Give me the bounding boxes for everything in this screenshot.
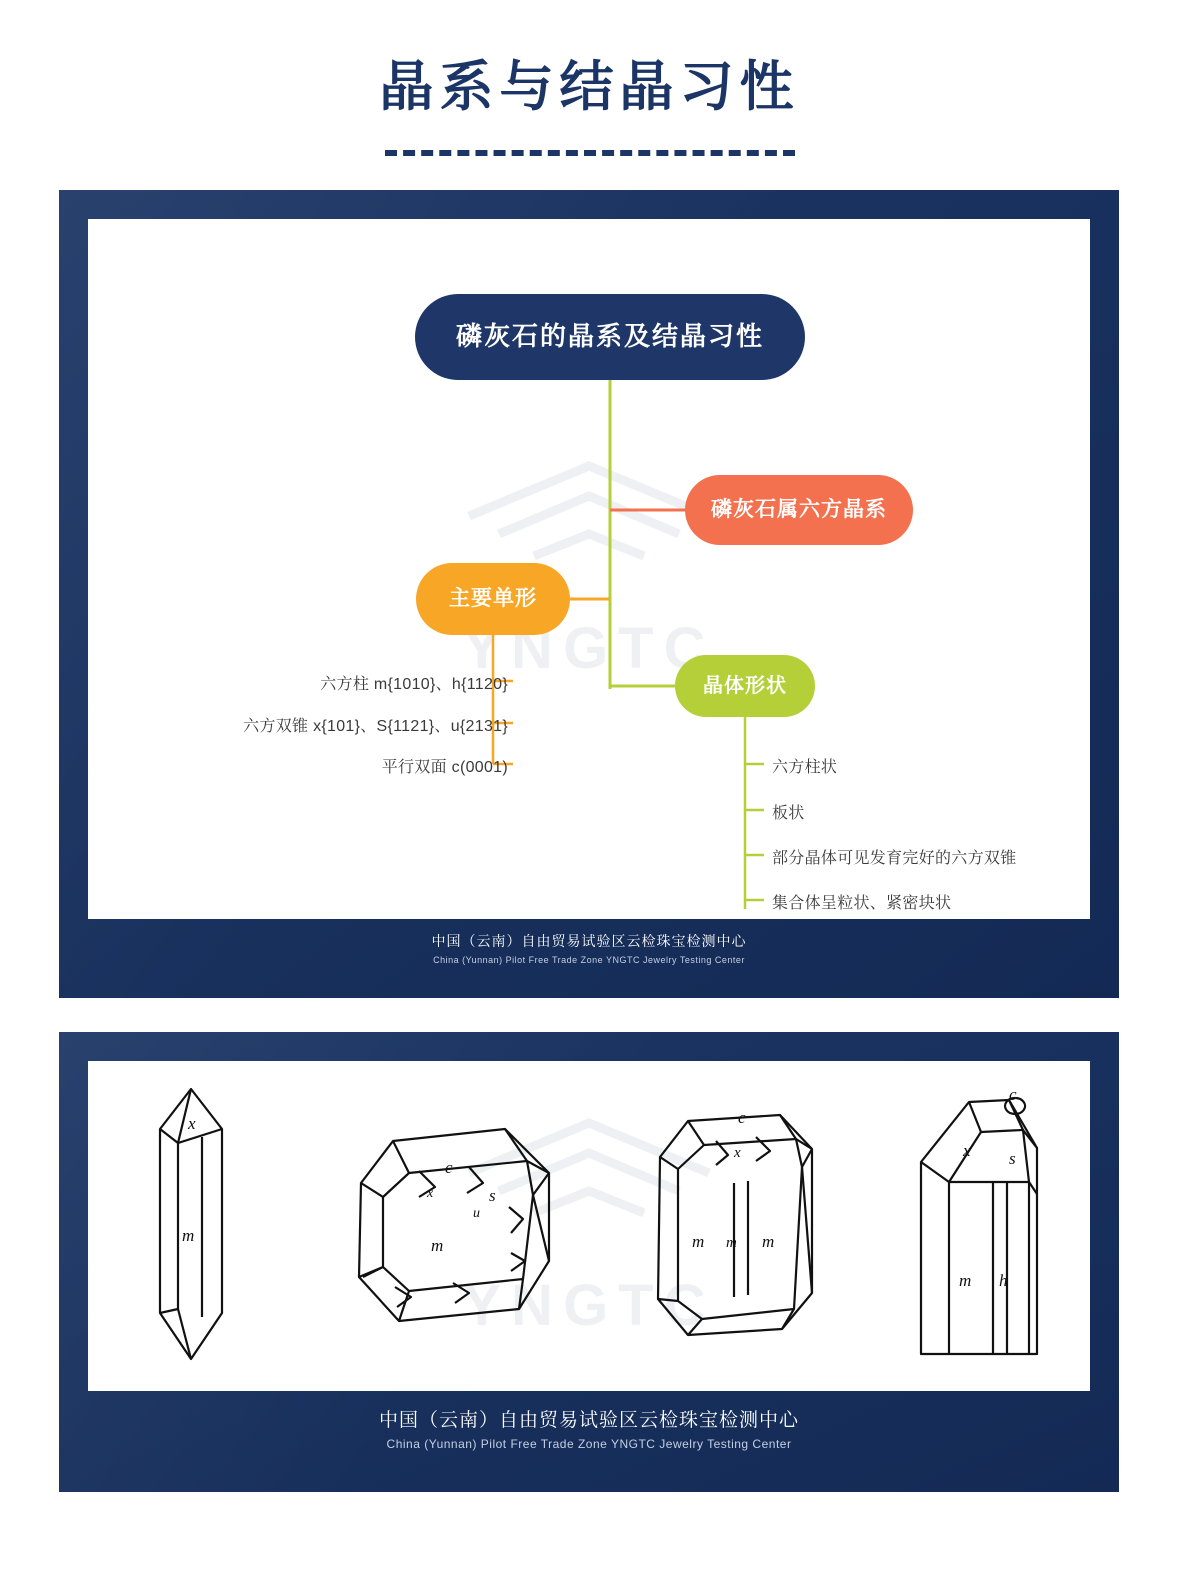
mindmap-card-footer (88, 919, 1090, 985)
crystal-drawing-row (88, 1061, 1090, 1391)
crystal-prismatic-bipyramidal (116, 1081, 266, 1371)
main-form-item-1: 六方柱 m{1010}、h{1120} (320, 676, 508, 693)
footer-en-text-2: China (Yunnan) Pilot Free Trade Zone YNGTC Jewelry Testing Center (386, 1437, 792, 1451)
watermark-text: YNGTC (462, 616, 716, 681)
crystal-label-m-mid: m (725, 1235, 737, 1251)
crystal-label-c: c (445, 1158, 453, 1177)
mindmap-node-crystal-shape: 晶体形状 (675, 655, 815, 717)
crystal-card-footer (88, 1391, 1090, 1471)
crystal-label-s: s (1008, 1149, 1016, 1168)
footer-cn-text-2: 中国（云南）自由贸易试验区云检珠宝检测中心 (378, 1410, 799, 1431)
crystal-drawings-canvas (88, 1061, 1090, 1391)
crystal-label-x: x (733, 1145, 741, 1161)
crystal-label-u: u (473, 1206, 481, 1221)
crystal-shape-item-2: 板状 (772, 805, 805, 822)
footer-en-text: China (Yunnan) Pilot Free Trade Zone YNGTC Jewelry Testing Center (433, 955, 745, 965)
watermark-text-2: YNGTC (462, 1273, 716, 1338)
mindmap-node-main-forms: 主要单形 (416, 563, 570, 635)
main-form-item-2: 六方双锥 x{101}、S{1121}、u{2131} (243, 718, 508, 735)
crystal-label-m-right: m (761, 1232, 775, 1251)
crystal-label-m-left: m (691, 1232, 705, 1251)
mindmap-canvas (88, 219, 1090, 919)
mindmap-node-crystal-system: 磷灰石属六方晶系 (685, 475, 913, 545)
crystal-drawings-card (59, 1032, 1119, 1492)
crystal-shape-item-3: 部分晶体可见发育完好的六方双锥 (772, 850, 1017, 867)
crystal-shape-item-1: 六方柱状 (772, 759, 838, 776)
mindmap-diagram (88, 219, 1090, 919)
crystal-short-prismatic (630, 1101, 840, 1351)
crystal-label-c: c (737, 1108, 746, 1127)
crystal-label-m: m (182, 1226, 195, 1245)
crystal-label-s: s (489, 1186, 496, 1205)
crystal-label-c: c (1008, 1086, 1017, 1104)
crystal-label-x: x (962, 1141, 971, 1160)
crystal-label-m: m (431, 1236, 444, 1255)
footer-cn-text: 中国（云南）自由贸易试验区云检珠宝检测中心 (431, 933, 747, 949)
crystal-label-x: x (427, 1186, 434, 1201)
title-divider (385, 150, 795, 156)
crystal-elongated-prismatic (897, 1086, 1062, 1366)
crystal-shape-item-4: 集合体呈粒状、紧密块状 (772, 895, 952, 912)
crystal-label-h: h (998, 1271, 1008, 1290)
main-form-item-3: 平行双面 c(0001) (381, 759, 508, 776)
crystal-label-x: x (188, 1114, 196, 1133)
mindmap-root-node: 磷灰石的晶系及结晶习性 (415, 294, 805, 380)
mindmap-card (59, 190, 1119, 998)
page-title: 晶系与结晶习性 (379, 57, 800, 117)
crystal-label-m: m (958, 1271, 971, 1290)
crystal-tabular (323, 1111, 573, 1341)
